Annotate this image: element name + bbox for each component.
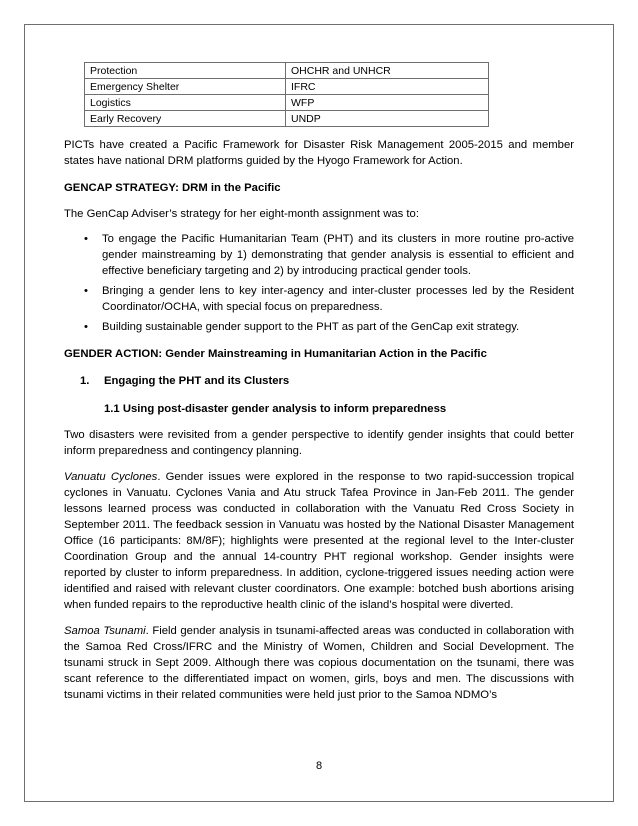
picts-paragraph: PICTs have created a Pacific Framework for Disaster Risk Management 2005-2015 and member states have national DRM platforms guided by the Hyogo Framework for Action.: [64, 139, 574, 167]
list-item-text: Building sustainable gender support to the PHT as part of the GenCap exit strategy.: [102, 321, 520, 333]
subsection-heading: 1.1 Using post-disaster gender analysis to inform preparedness: [104, 403, 447, 415]
vanuatu-body: . Gender issues were explored in the response to two rapid-succession tropical cyclones in Vanuatu. Cyclones Vania and Atu struck Tafea Province in Jan-Feb 2011. The gender lessons learned process was conducted in collaboration with the Vanuatu Red Cross Society in September 2011. The feedback session in Vanuatu was hosted by the National Disaster Management Office (16 participants: 8M/8F); highlights were presented at the regional level to the Inter-cluster Coordination Group and the annual 14-country PHT regional workshop. Gender insights were reported by cluster to inform preparedness. In addition, cyclone-triggered issues needing action were identified and raised with relevant cluster coordinators. One example: botched bush abortions arising when funded repairs to the reproductive health clinic of the island’s hospital were diverted.: [64, 471, 574, 611]
list-item-text: Bringing a gender lens to key inter-agency and inter-cluster processes led by the Resident Coordinator/OCHA, with special focus on preparedness.: [102, 285, 574, 313]
table-cell-sector: Logistics: [85, 95, 286, 111]
bullet-icon: •: [84, 285, 88, 297]
list-item-text: To engage the Pacific Humanitarian Team (PHT) and its clusters in more routine pro-active gender mainstreaming by 1) demonstrating that gender analysis is essential to efficient and effective beneficiary targeting and 2) by introducing practical gender tools.: [102, 233, 574, 277]
samoa-title: Samoa Tsunami: [64, 625, 146, 637]
table-cell-sector: Early Recovery: [85, 111, 286, 127]
list-item: [64, 319, 574, 335]
section-title: Engaging the PHT and its Clusters: [104, 375, 290, 387]
table-cell-agency: IFRC: [286, 79, 489, 95]
page-number: 8: [315, 760, 323, 772]
section-number: 1.: [80, 375, 90, 387]
cluster-lead-table: [84, 62, 489, 127]
table-cell-sector: Protection: [85, 63, 286, 79]
table-cell-agency: OHCHR and UNHCR: [286, 63, 489, 79]
samoa-body: . Field gender analysis in tsunami-affected areas was conducted in collaboration with the Samoa Red Cross/IFRC and the Ministry of Women, Children and Social Development. The tsunami struck in Sept 2009. Although there was copious documentation on the tsunami, there was scant reference to the differentiated impact on women, girls, boys and men. The discussions with tsunami victims in their related communities were held just prior to the Samoa NDMO’s: [64, 625, 574, 701]
vanuatu-paragraph: [64, 469, 574, 613]
list-item: [64, 231, 574, 279]
document-body: [64, 62, 574, 703]
vanuatu-title: Vanuatu Cyclones: [64, 471, 158, 483]
bullet-icon: •: [84, 233, 88, 245]
table-row: [85, 63, 489, 79]
table-row: [85, 95, 489, 111]
table-cell-agency: UNDP: [286, 111, 489, 127]
bullet-icon: •: [84, 321, 88, 333]
two-disasters-paragraph: Two disasters were revisited from a gender perspective to identify gender insights that could better inform preparedness and contingency planning.: [64, 429, 574, 457]
numbered-section-heading: [64, 373, 574, 389]
samoa-paragraph: [64, 623, 574, 703]
table-row: [85, 111, 489, 127]
gencap-strategy-heading: GENCAP STRATEGY: DRM in the Pacific: [64, 182, 281, 194]
table-row: [85, 79, 489, 95]
strategy-intro: The GenCap Adviser’s strategy for her eight-month assignment was to:: [64, 208, 419, 220]
list-item: [64, 283, 574, 315]
table-cell-sector: Emergency Shelter: [85, 79, 286, 95]
strategy-list: [64, 231, 574, 335]
table-cell-agency: WFP: [286, 95, 489, 111]
gender-action-heading: GENDER ACTION: Gender Mainstreaming in Humanitarian Action in the Pacific: [64, 348, 487, 360]
